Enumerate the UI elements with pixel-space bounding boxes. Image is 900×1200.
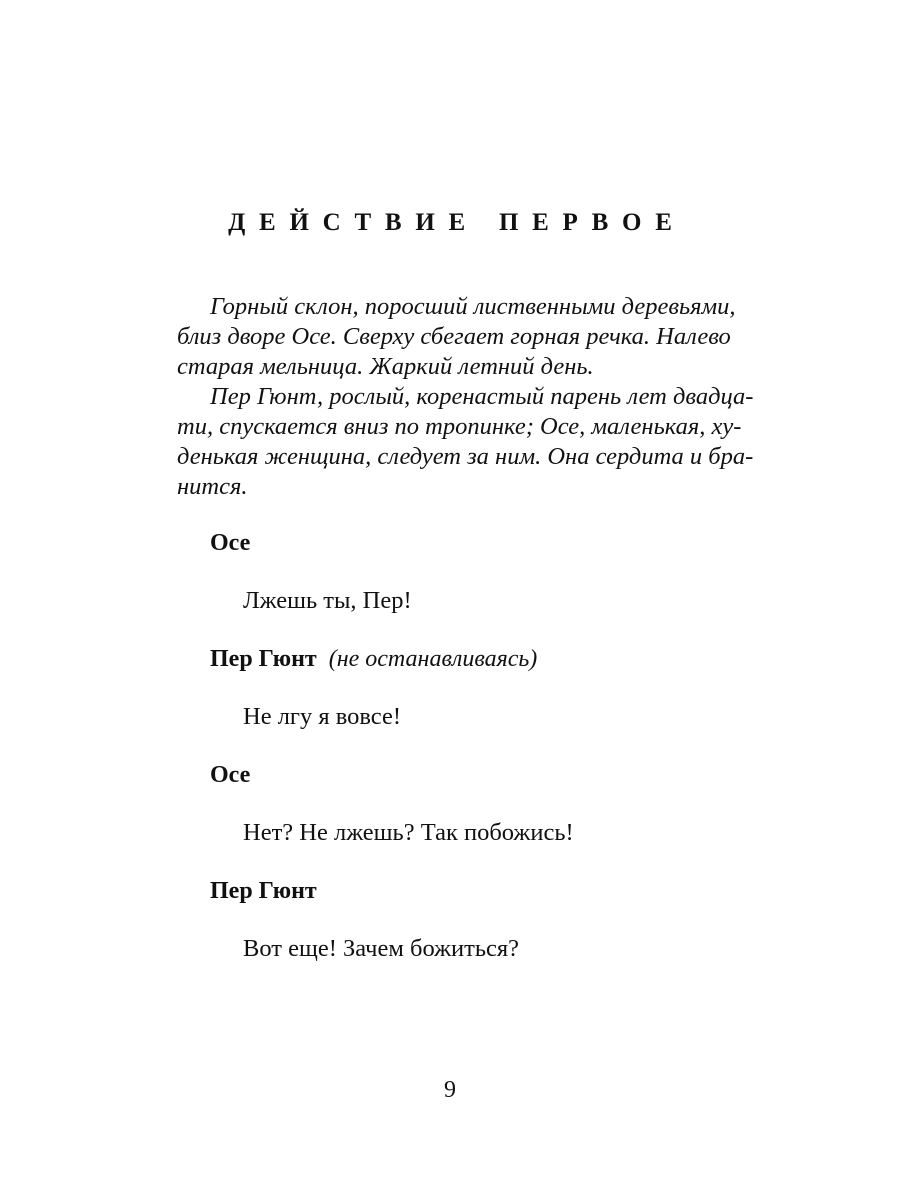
stage-line: старая мельница. Жаркий летний день. bbox=[177, 353, 594, 380]
stage-line: нится. bbox=[177, 473, 248, 500]
speaker-name: Пер Гюнт bbox=[210, 878, 317, 904]
speaker-name: Осе bbox=[210, 530, 251, 556]
stage-line: ти, спускается вниз по тропинке; Осе, маленькая, ху- bbox=[177, 413, 742, 440]
stage-line: близ дворе Осе. Сверху сбегает горная речка. Налево bbox=[177, 323, 731, 350]
act-title: ДЕЙСТВИЕ ПЕРВОЕ bbox=[228, 209, 686, 236]
dialogue-line: Лжешь ты, Пер! bbox=[243, 587, 412, 614]
stage-line: Пер Гюнт, рослый, коренастый парень лет двадца- bbox=[210, 383, 754, 410]
stage-paragraph-2 bbox=[177, 382, 755, 502]
speaker-label bbox=[210, 760, 250, 790]
dialogue-line: Вот еще! Зачем божиться? bbox=[243, 935, 520, 962]
stage-paragraph-1 bbox=[177, 292, 755, 382]
stage-line: денькая женщина, следует за ним. Она сердита и бра- bbox=[177, 443, 754, 470]
stage-direction bbox=[177, 292, 755, 502]
speaker-label bbox=[210, 876, 317, 906]
stage-line: Горный склон, поросший лиственными деревьями, bbox=[210, 293, 736, 320]
speaker-label bbox=[210, 644, 537, 674]
dialogue-line: Нет? Не лжешь? Так побожись! bbox=[243, 819, 574, 846]
speaker-name: Осе bbox=[210, 762, 251, 788]
page-number: 9 bbox=[444, 1077, 456, 1103]
dialogue-line: Не лгу я вовсе! bbox=[243, 703, 402, 730]
speaker-label bbox=[210, 528, 250, 558]
stage-remark: (не останавливаясь) bbox=[328, 646, 538, 672]
speaker-name: Пер Гюнт bbox=[210, 646, 317, 672]
